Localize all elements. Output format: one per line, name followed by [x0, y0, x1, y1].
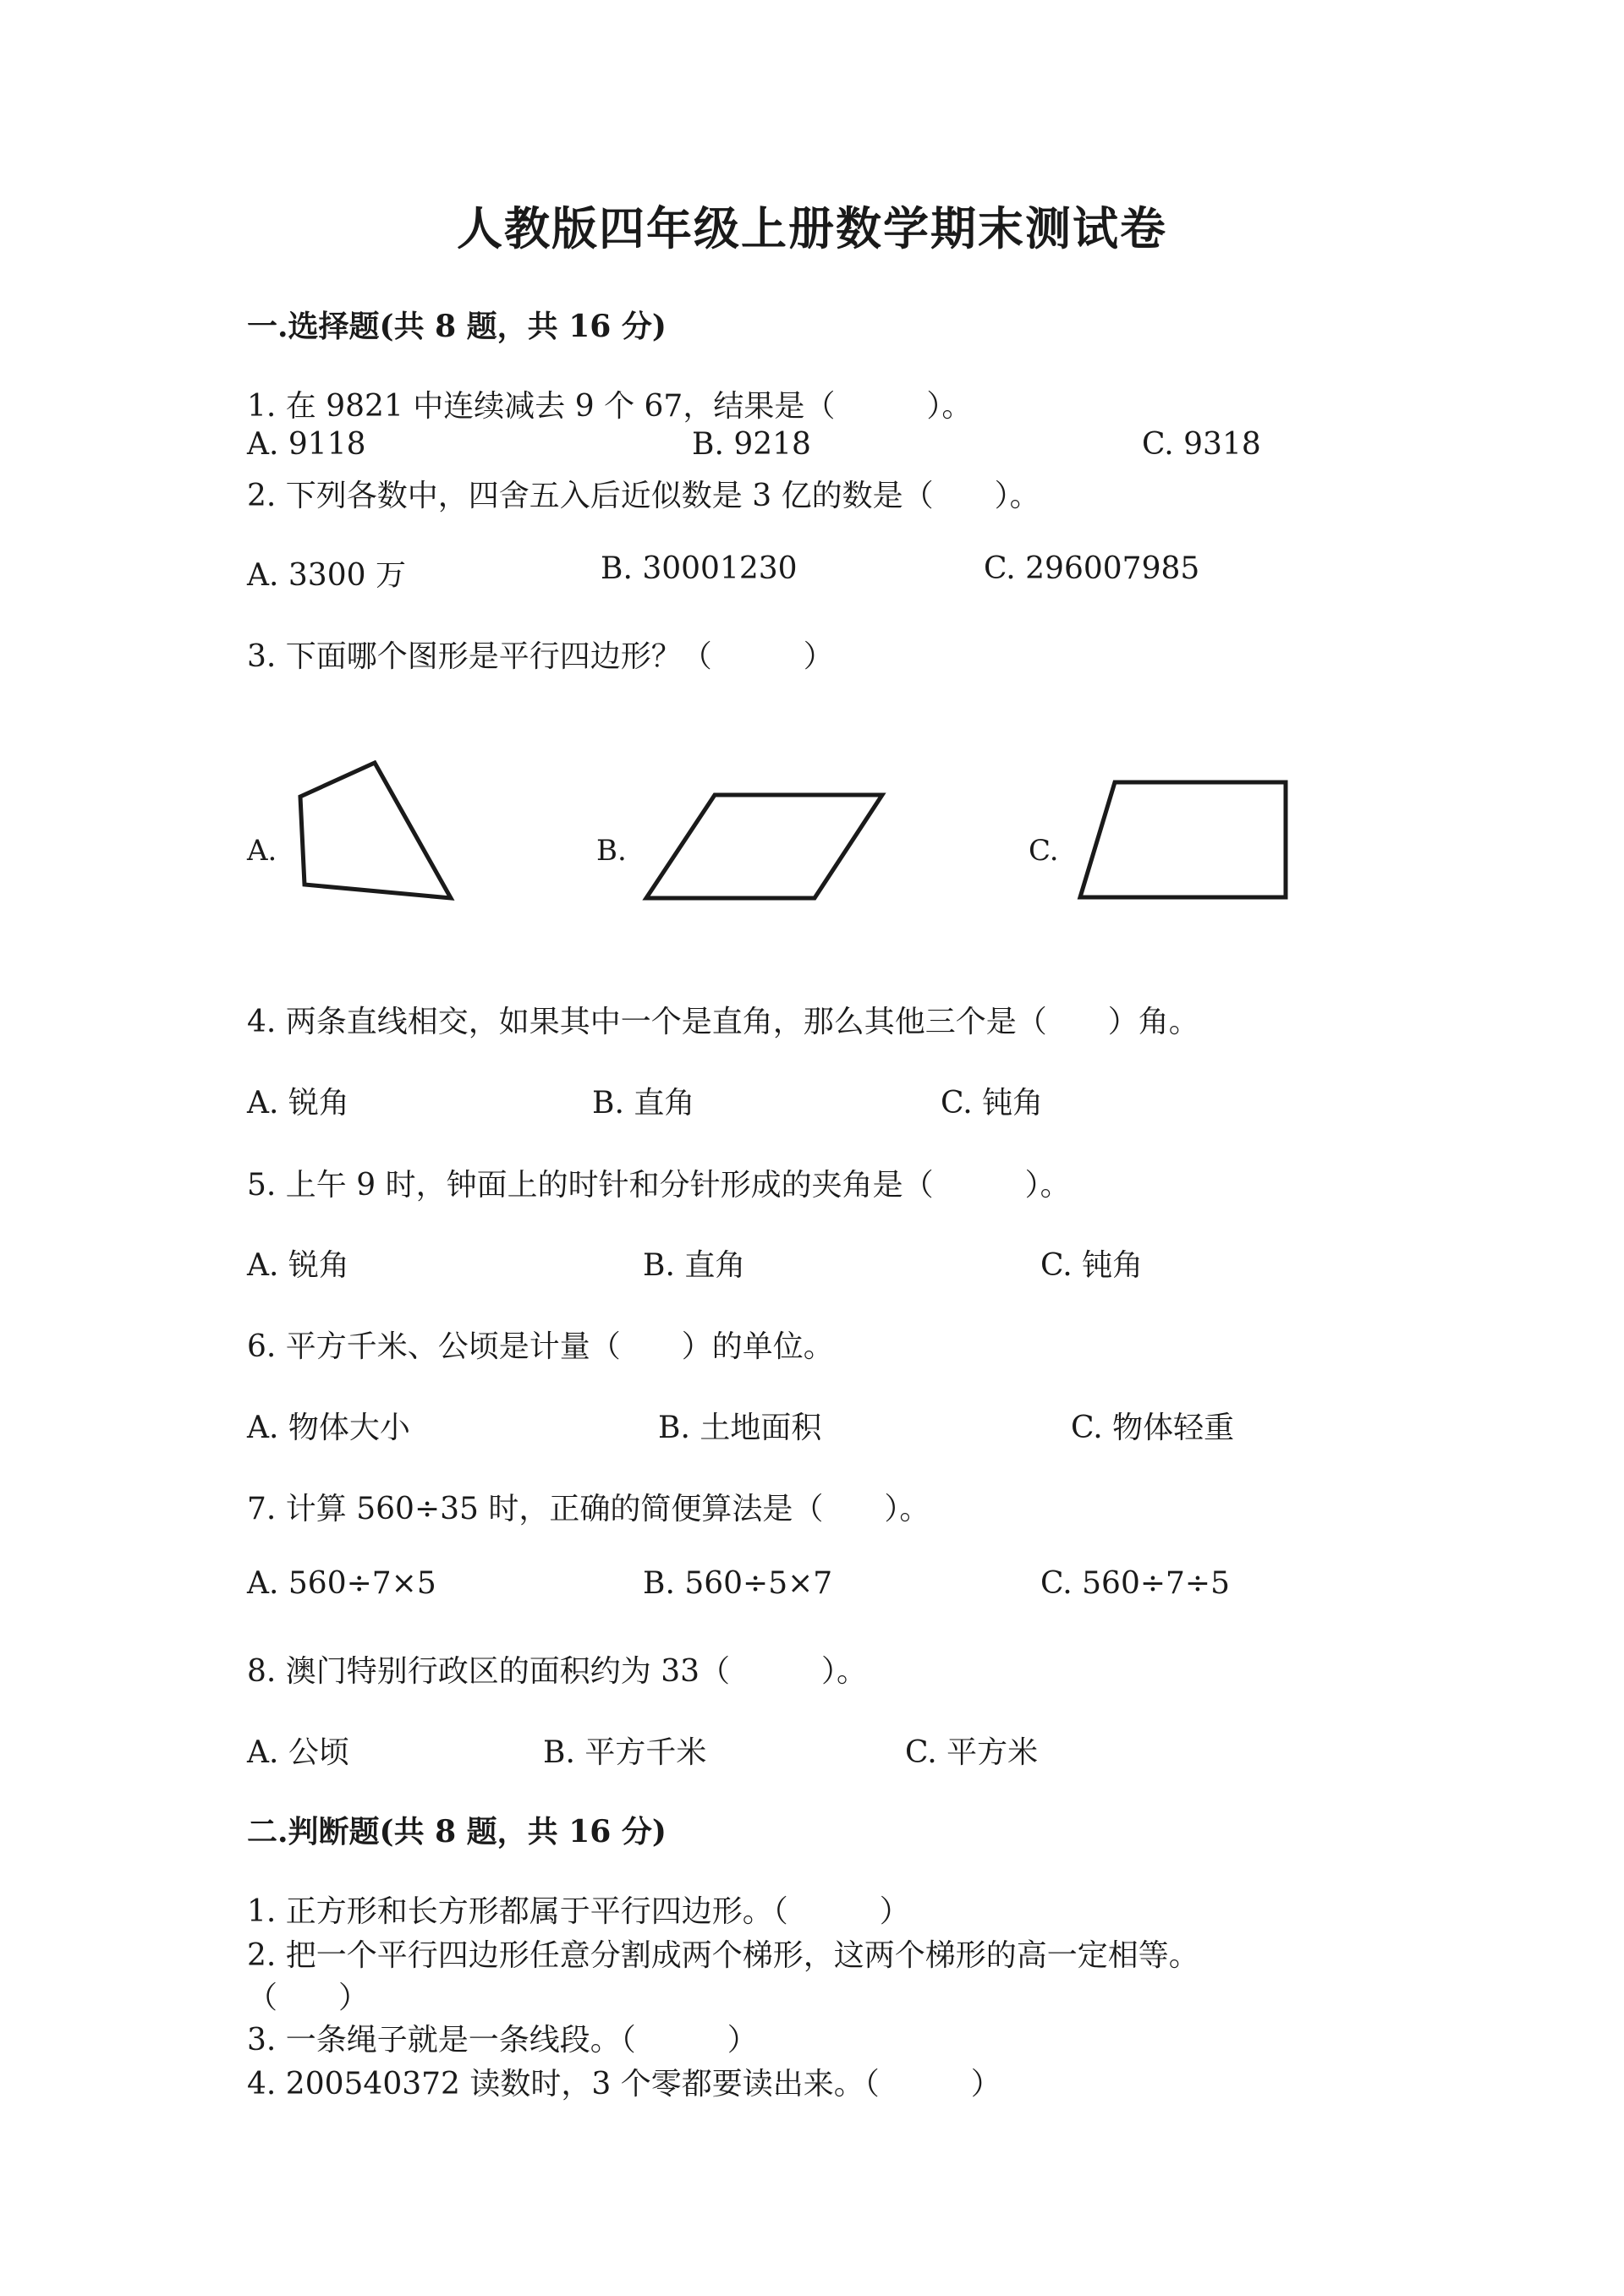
section-heading-judgement: 二.判断题(共 8 题，共 16 分) [247, 1814, 667, 1849]
question-1-option-c: C. 9318 [1142, 427, 1261, 462]
judgement-item-3: 3. 一条绳子就是一条线段。（ ） [247, 2023, 758, 2058]
question-1: 1. 在 9821 中连续减去 9 个 67，结果是（ ）。 [247, 389, 973, 424]
question-7-option-c: C. 560÷7÷5 [1040, 1566, 1230, 1601]
question-6-option-c: C. 物体轻重 [1071, 1411, 1235, 1445]
question-1-option-a: A. 9118 [247, 427, 366, 462]
question-8: 8. 澳门特别行政区的面积约为 33（ ）。 [247, 1654, 868, 1689]
judgement-item-2: 2. 把一个平行四边形任意分割成两个梯形，这两个梯形的高一定相等。 [247, 1938, 1199, 1973]
judgement-item-1: 1. 正方形和长方形都属于平行四边形。（ ） [247, 1894, 910, 1929]
question-5: 5. 上午 9 时，钟面上的时针和分针形成的夹角是（ ）。 [247, 1168, 1071, 1203]
question-8-option-c: C. 平方米 [905, 1735, 1039, 1770]
question-7: 7. 计算 560÷35 时，正确的简便算法是（ ）。 [247, 1492, 930, 1526]
question-4-option-c: C. 钝角 [941, 1086, 1044, 1121]
question-6-option-b: B. 土地面积 [658, 1411, 822, 1445]
question-6-option-a: A. 物体大小 [247, 1411, 410, 1445]
question-5-option-b: B. 直角 [643, 1248, 746, 1283]
question-1-option-b: B. 9218 [692, 427, 811, 462]
question-4: 4. 两条直线相交，如果其中一个是直角，那么其他三个是（ ）角。 [247, 1005, 1199, 1039]
judgement-item-2-bracket: （ ） [247, 1981, 370, 2015]
question-3-option-b: B. [596, 834, 627, 868]
quadrilateral-figure-a [300, 763, 451, 898]
question-6: 6. 平方千米、公顷是计量（ ）的单位。 [247, 1329, 834, 1364]
question-3-option-c: C. [1029, 834, 1059, 868]
question-8-option-a: A. 公顷 [247, 1735, 349, 1770]
question-8-option-b: B. 平方千米 [543, 1735, 707, 1770]
page-title: 人教版四年级上册数学期末测试卷 [457, 201, 1167, 255]
question-2-option-b: B. 30001230 [601, 551, 798, 586]
question-4-option-a: A. 锐角 [247, 1086, 349, 1121]
judgement-item-4: 4. 200540372 读数时，3 个零都要读出来。（ ） [247, 2067, 1001, 2101]
question-2-option-a: A. 3300 万 [247, 558, 406, 593]
question-5-option-a: A. 锐角 [247, 1248, 349, 1283]
question-3: 3. 下面哪个图形是平行四边形？（ ） [247, 639, 834, 674]
question-3-option-a: A. [247, 834, 277, 868]
section-heading-choice: 一.选择题(共 8 题，共 16 分) [247, 309, 667, 344]
question-7-option-b: B. 560÷5×7 [643, 1566, 833, 1601]
question-2-option-c: C. 296007985 [984, 551, 1200, 586]
parallelogram-figure-b [646, 795, 882, 898]
question-4-option-b: B. 直角 [592, 1086, 695, 1121]
trapezoid-figure-c [1080, 782, 1286, 897]
question-5-option-c: C. 钝角 [1040, 1248, 1144, 1283]
question-7-option-a: A. 560÷7×5 [247, 1566, 436, 1601]
question-2: 2. 下列各数中，四舍五入后近似数是 3 亿的数是（ ）。 [247, 479, 1040, 513]
